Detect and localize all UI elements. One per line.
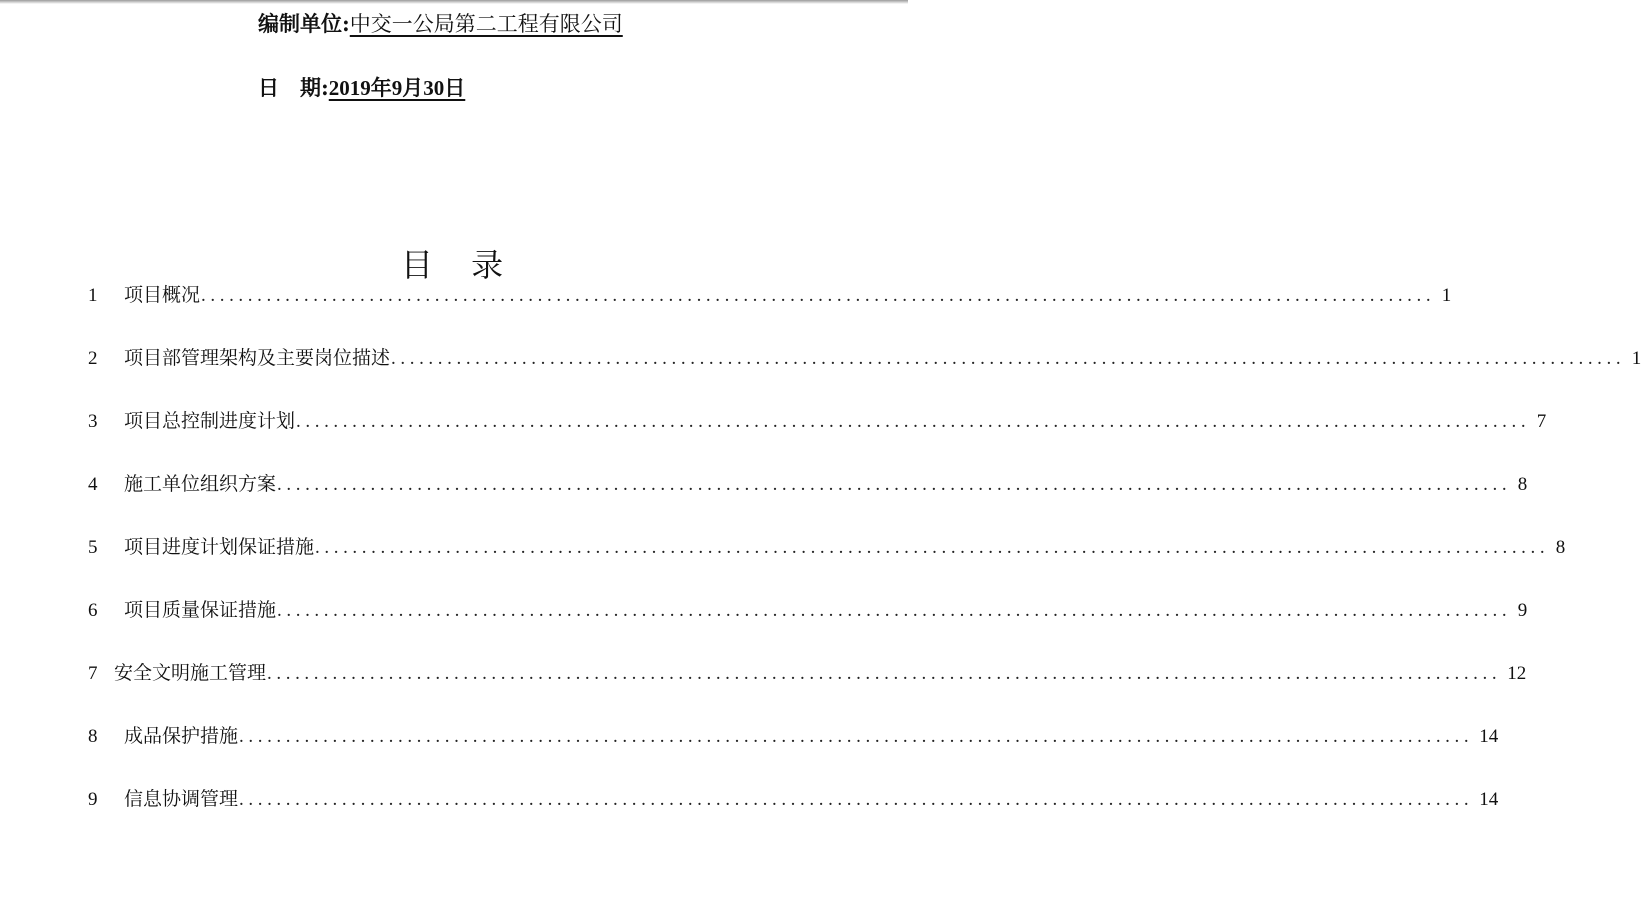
page-top-edge [0, 0, 908, 4]
toc-entry-title: 安全文明施工管理 [114, 662, 267, 684]
toc-entry-title: 成品保护措施 [124, 725, 239, 747]
table-of-contents [88, 281, 1641, 848]
toc-entry-title: 项目部管理架构及主要岗位描述 [124, 347, 391, 369]
toc-dot-leader: .................................................................................................................................... [239, 789, 1474, 810]
toc-entry-number: 5 [88, 537, 98, 558]
toc-entry-6[interactable] [88, 596, 1528, 659]
toc-entry-title: 信息协调管理 [124, 788, 239, 810]
toc-title: 目 录 [400, 246, 518, 285]
toc-entry-number: 3 [88, 411, 98, 432]
toc-dot-leader: .................................................................................................................................... [277, 600, 1512, 621]
toc-dot-leader: .................................................................................................................................... [391, 348, 1626, 369]
toc-entry-title: 项目质量保证措施 [124, 599, 277, 621]
toc-entry-number: 4 [88, 474, 98, 495]
toc-entry-3[interactable] [88, 407, 1547, 470]
toc-entry-title: 项目总控制进度计划 [124, 410, 296, 432]
toc-entry-7[interactable] [88, 659, 1527, 722]
toc-entry-number: 9 [88, 789, 98, 810]
toc-entry-page: 14 [1479, 726, 1499, 747]
toc-entry-title: 项目进度计划保证措施 [124, 536, 315, 558]
toc-entry-number: 8 [88, 726, 98, 747]
toc-dot-leader: .................................................................................................................................... [201, 285, 1436, 306]
date-line [258, 75, 465, 101]
toc-entry-number: 1 [88, 285, 98, 306]
toc-entry-page: 8 [1555, 537, 1566, 558]
toc-dot-leader: .................................................................................................................................... [267, 663, 1502, 684]
toc-entry-page: 12 [1507, 663, 1527, 684]
toc-entry-page: 1 [1631, 348, 1641, 369]
compiling-unit-label: 编制单位: [258, 11, 350, 36]
toc-dot-leader: .................................................................................................................................... [239, 726, 1474, 747]
toc-entry-5[interactable] [88, 533, 1566, 596]
toc-entry-number: 7 [88, 663, 98, 684]
toc-entry-title: 项目概况 [124, 284, 201, 306]
toc-entry-page: 7 [1536, 411, 1547, 432]
toc-entry-number: 6 [88, 600, 98, 621]
toc-entry-page: 1 [1441, 285, 1452, 306]
toc-entry-title: 施工单位组织方案 [124, 473, 277, 495]
toc-entry-number: 2 [88, 348, 98, 369]
toc-entry-8[interactable] [88, 722, 1499, 785]
toc-entry-1[interactable] [88, 281, 1452, 344]
toc-dot-leader: .................................................................................................................................... [277, 474, 1512, 495]
toc-dot-leader: .................................................................................................................................... [315, 537, 1550, 558]
toc-dot-leader: .................................................................................................................................... [296, 411, 1531, 432]
toc-entry-4[interactable] [88, 470, 1528, 533]
toc-entry-page: 9 [1517, 600, 1528, 621]
toc-entry-page: 14 [1479, 789, 1499, 810]
toc-entry-9[interactable] [88, 785, 1499, 848]
toc-entry-page: 8 [1517, 474, 1528, 495]
compiling-unit-value: 中交一公局第二工程有限公司 [349, 12, 623, 36]
compiling-unit-line [258, 11, 623, 37]
date-value: 2019年9月30日 [328, 76, 466, 100]
toc-entry-2[interactable] [88, 344, 1641, 407]
date-label: 日 期: [258, 75, 329, 100]
